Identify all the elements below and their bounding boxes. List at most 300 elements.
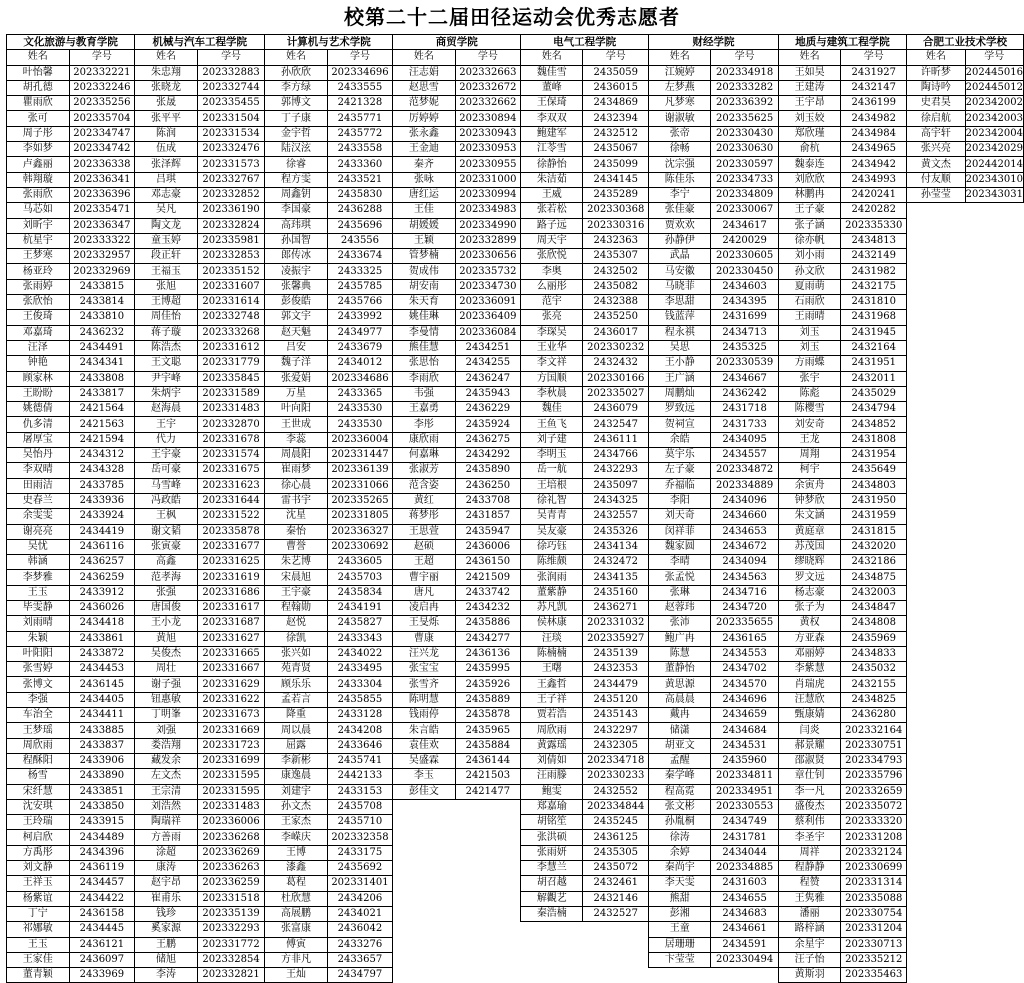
name-column-header: 姓名: [265, 50, 327, 65]
student-id: 202334742: [69, 142, 135, 157]
volunteer-name: 王家佳: [7, 952, 70, 967]
student-id: 2433304: [327, 677, 393, 692]
student-id: 2436111: [583, 432, 649, 447]
volunteer-name: 张兴如: [265, 646, 327, 661]
student-id: 2434661: [711, 922, 779, 937]
volunteer-name: 何嘉琳: [393, 448, 455, 463]
empty-cell: [907, 662, 1024, 677]
student-id: 2436116: [69, 539, 135, 554]
student-id: 202332659: [841, 784, 907, 799]
college-header: 电气工程学院: [521, 35, 649, 50]
student-id: 2432512: [583, 126, 649, 141]
table-row: [7, 891, 1024, 906]
volunteer-name: 马安徽: [649, 264, 711, 279]
volunteer-name: 刘雨晴: [7, 616, 70, 631]
student-id: 202335981: [197, 233, 265, 248]
student-id: 2431959: [841, 509, 907, 524]
student-id: 2433530: [327, 402, 393, 417]
volunteer-name: 王旻烁: [393, 616, 455, 631]
student-id: 2421477: [455, 784, 521, 799]
student-id: 202336392: [711, 96, 779, 111]
volunteer-name: 凡梦寒: [649, 96, 711, 111]
empty-cell: [907, 340, 1024, 355]
volunteer-name: 胡铭笙: [521, 815, 583, 830]
volunteer-name: 张永鑫: [393, 126, 455, 141]
student-id: 2434570: [711, 677, 779, 692]
student-id: 2433890: [69, 769, 135, 784]
student-id: 2436017: [583, 325, 649, 340]
table-row: [7, 325, 1024, 340]
volunteer-name: 王业华: [521, 340, 583, 355]
student-id: 202330450: [711, 264, 779, 279]
empty-cell: [649, 968, 779, 983]
volunteer-name: 周壮: [135, 662, 198, 677]
volunteer-name: 王宇豪: [265, 585, 327, 600]
volunteer-name: 李玉: [393, 769, 455, 784]
student-id: 202336091: [455, 295, 521, 310]
student-id: 2434982: [841, 111, 907, 126]
empty-cell: [907, 708, 1024, 723]
student-id: 202334730: [455, 279, 521, 294]
volunteer-name: 张润雨: [521, 570, 583, 585]
student-id: 2436042: [327, 922, 393, 937]
empty-cell: [907, 493, 1024, 508]
student-id: 2436165: [711, 631, 779, 646]
table-row: [7, 769, 1024, 784]
table-row: [7, 448, 1024, 463]
student-id: 2436125: [583, 830, 649, 845]
student-id: 202330699: [841, 861, 907, 876]
volunteer-name: 黄思源: [649, 677, 711, 692]
id-column-header: 学号: [841, 50, 907, 65]
student-id: 202332821: [197, 968, 265, 983]
student-id: 202333268: [197, 325, 265, 340]
empty-cell: [393, 845, 521, 860]
student-id: 2435710: [327, 815, 393, 830]
student-id: 2435649: [841, 463, 907, 478]
student-id: 2434591: [711, 937, 779, 952]
table-row: [7, 126, 1024, 141]
student-id: 2433153: [327, 784, 393, 799]
student-id: 2434702: [711, 662, 779, 677]
volunteer-name: 刘文静: [7, 861, 70, 876]
volunteer-name: 冯政皓: [135, 493, 198, 508]
volunteer-name: 邓嘉琦: [7, 325, 70, 340]
volunteer-name: 叶向阳: [265, 402, 327, 417]
student-id: 2432020: [841, 539, 907, 554]
table-row: [7, 509, 1024, 524]
volunteer-name: 李文祥: [521, 356, 583, 371]
volunteer-name: 邓志豪: [135, 187, 198, 202]
volunteer-name: 余皓: [649, 432, 711, 447]
name-column-header: 姓名: [393, 50, 455, 65]
volunteer-name: 柯宇: [778, 463, 841, 478]
volunteer-name: 汪子怡: [778, 952, 841, 967]
student-id: 202331622: [197, 692, 265, 707]
table-row: [7, 784, 1024, 799]
volunteer-name: 唐国俊: [135, 600, 198, 615]
student-id: 2435960: [711, 753, 779, 768]
student-id: 202332883: [197, 65, 265, 80]
name-column-header: 姓名: [521, 50, 583, 65]
table-row: [7, 876, 1024, 891]
student-id: 2434803: [841, 478, 907, 493]
empty-cell: [393, 861, 521, 876]
volunteer-name: 赵海晨: [135, 402, 198, 417]
volunteer-name: 程酥阳: [7, 753, 70, 768]
table-row: [7, 80, 1024, 95]
volunteer-name: 张帝: [649, 126, 711, 141]
volunteer-name: 李思甜: [649, 295, 711, 310]
volunteer-name: 叶阳阳: [7, 646, 70, 661]
student-id: 202332221: [69, 65, 135, 80]
table-row: [7, 937, 1024, 952]
volunteer-name: 吴忧: [7, 539, 70, 554]
student-id: 2434617: [711, 218, 779, 233]
volunteer-name: 王宇昂: [778, 96, 841, 111]
table-row: [7, 677, 1024, 692]
volunteer-name: 刘小雨: [778, 249, 841, 264]
student-id: 2433657: [327, 952, 393, 967]
college-header-row: [7, 35, 1024, 50]
empty-cell: [907, 738, 1024, 753]
student-id: 2435965: [455, 723, 521, 738]
student-id: 2433912: [69, 585, 135, 600]
volunteer-name: 刘倩如: [521, 753, 583, 768]
student-id: 2434797: [327, 968, 393, 983]
student-id: 2434134: [583, 539, 649, 554]
volunteer-name: 张欣悦: [521, 249, 583, 264]
student-id: 202335265: [327, 493, 393, 508]
id-column-header: 学号: [455, 50, 521, 65]
volunteer-name: 屈露: [265, 738, 327, 753]
table-row: [7, 539, 1024, 554]
volunteer-name: 邵淑贤: [778, 753, 841, 768]
student-id: 2433365: [327, 386, 393, 401]
student-id: 2435771: [327, 111, 393, 126]
volunteer-name: 李强: [7, 692, 70, 707]
volunteer-name: 吴青青: [521, 509, 583, 524]
empty-cell: [907, 845, 1024, 860]
volunteer-name: 张雨婷: [7, 279, 70, 294]
student-id: 2433175: [327, 845, 393, 860]
volunteer-name: 贺祠宣: [649, 417, 711, 432]
volunteer-name: 王世成: [265, 417, 327, 432]
volunteer-name: 高展鹏: [265, 906, 327, 921]
student-id: 2436079: [583, 402, 649, 417]
student-id: 2434341: [69, 356, 135, 371]
table-row: [7, 555, 1024, 570]
empty-cell: [907, 448, 1024, 463]
student-id: 2435943: [455, 386, 521, 401]
volunteer-name: 王龙: [778, 432, 841, 447]
volunteer-name: 解觀艺: [521, 891, 583, 906]
volunteer-name: 王家杰: [265, 815, 327, 830]
volunteer-name: 徐心晨: [265, 478, 327, 493]
student-id: 2432388: [583, 295, 649, 310]
volunteer-name: 余寅舟: [778, 478, 841, 493]
student-id: 2432155: [841, 677, 907, 692]
student-id: 202332164: [841, 723, 907, 738]
volunteer-name: 王颖: [393, 233, 455, 248]
empty-cell: [393, 937, 521, 952]
student-id: 202331625: [197, 555, 265, 570]
student-id: 2434095: [711, 432, 779, 447]
table-row: [7, 646, 1024, 661]
volunteer-name: 鲍建军: [521, 126, 583, 141]
student-id: 2431781: [711, 830, 779, 845]
student-id: 202331805: [327, 509, 393, 524]
volunteer-name: 徐巧钰: [521, 539, 583, 554]
student-id: 2434869: [583, 96, 649, 111]
volunteer-name: 陈慧: [649, 646, 711, 661]
empty-cell: [907, 233, 1024, 248]
volunteer-name: 王祥玉: [7, 876, 70, 891]
volunteer-name: 谢淑敏: [649, 111, 711, 126]
student-id: 2434453: [69, 662, 135, 677]
volunteer-name: 李明玉: [521, 448, 583, 463]
student-id: 2435082: [583, 279, 649, 294]
student-id: 2432547: [583, 417, 649, 432]
student-id: 2436242: [711, 386, 779, 401]
volunteer-name: 胡安南: [393, 279, 455, 294]
volunteer-name: 王佳: [393, 203, 455, 218]
student-id: 2436229: [455, 402, 521, 417]
volunteer-name: 李秋晨: [521, 386, 583, 401]
student-id: 2421328: [327, 96, 393, 111]
student-id: 202331607: [197, 279, 265, 294]
student-id: 202331204: [841, 922, 907, 937]
student-id: 2434833: [841, 646, 907, 661]
volunteer-name: 张咏: [393, 172, 455, 187]
volunteer-name: 毕雯静: [7, 600, 70, 615]
student-id: 2436119: [69, 861, 135, 876]
student-id: 2434145: [583, 172, 649, 187]
student-id: 2436121: [69, 937, 135, 952]
volunteer-name: 马晓菲: [649, 279, 711, 294]
volunteer-name: 李慧兰: [521, 861, 583, 876]
volunteer-name: 闫炎: [778, 723, 841, 738]
student-id: 2433360: [327, 157, 393, 172]
student-id: 2432472: [583, 555, 649, 570]
volunteer-name: 吕琪: [135, 172, 198, 187]
volunteer-name: 雷书宇: [265, 493, 327, 508]
volunteer-name: 钮惠敏: [135, 692, 198, 707]
student-id: 202330233: [583, 769, 649, 784]
student-id: 2434672: [711, 539, 779, 554]
empty-cell: [521, 937, 649, 952]
volunteer-name: 刘昕宇: [7, 218, 70, 233]
empty-cell: [907, 723, 1024, 738]
student-id: 2435059: [583, 65, 649, 80]
volunteer-name: 钱珍: [135, 906, 198, 921]
student-id: 202331314: [841, 876, 907, 891]
volunteer-name: 董紫静: [521, 585, 583, 600]
volunteer-name: 李紫慧: [778, 662, 841, 677]
student-id: 202331447: [327, 448, 393, 463]
student-id: 202330953: [455, 142, 521, 157]
student-id: 202331667: [197, 662, 265, 677]
student-id: 202334793: [841, 753, 907, 768]
student-id: 2436275: [455, 432, 521, 447]
student-id: 202331699: [197, 753, 265, 768]
volunteer-name: 徐涛: [649, 830, 711, 845]
student-id: 2435289: [583, 187, 649, 202]
volunteer-name: 张晟: [135, 96, 198, 111]
empty-cell: [907, 646, 1024, 661]
college-header: 计算机与艺术学院: [265, 35, 393, 50]
student-id: 202331066: [327, 478, 393, 493]
student-id: 2434875: [841, 570, 907, 585]
table-row: [7, 172, 1024, 187]
table-row: [7, 371, 1024, 386]
volunteer-name: 王童: [649, 922, 711, 937]
volunteer-name: 许昕梦: [907, 65, 966, 80]
student-id: 2432552: [583, 784, 649, 799]
student-id: 2433850: [69, 799, 135, 814]
student-id: 2436097: [69, 952, 135, 967]
empty-cell: [907, 356, 1024, 371]
student-id: 2434191: [327, 600, 393, 615]
volunteer-name: 屠厚宝: [7, 432, 70, 447]
student-id: 2436250: [455, 478, 521, 493]
student-id: 2434491: [69, 340, 135, 355]
student-id: 2434277: [455, 631, 521, 646]
college-header: 财经学院: [649, 35, 779, 50]
student-id: 2421503: [455, 769, 521, 784]
student-id: 202332853: [197, 249, 265, 264]
student-id: 202331623: [197, 478, 265, 493]
student-id: 2435924: [455, 417, 521, 432]
student-id: 202330894: [455, 111, 521, 126]
volunteer-name: 卢鑫丽: [7, 157, 70, 172]
volunteer-name: 李双晴: [7, 463, 70, 478]
student-id: 202331522: [197, 509, 265, 524]
volunteer-name: 林鹏冉: [778, 187, 841, 202]
volunteer-name: 高宇轩: [907, 126, 966, 141]
student-id: 202331595: [197, 769, 265, 784]
student-id: 202343010: [965, 172, 1023, 187]
volunteer-name: 张泽辉: [135, 157, 198, 172]
volunteer-name: 孙静伊: [649, 233, 711, 248]
student-id: 2433343: [327, 631, 393, 646]
student-id: 2436259: [69, 570, 135, 585]
volunteer-name: 徐畅: [649, 142, 711, 157]
student-id: 2434984: [841, 126, 907, 141]
empty-cell: [907, 310, 1024, 325]
volunteer-name: 段正轩: [135, 249, 198, 264]
student-id: 202336396: [69, 187, 135, 202]
volunteer-name: 黄权: [778, 616, 841, 631]
student-id: 2434422: [69, 891, 135, 906]
volunteer-name: 唐红运: [393, 187, 455, 202]
volunteer-name: 杨志豪: [778, 585, 841, 600]
volunteer-name: 奚家源: [135, 922, 198, 937]
volunteer-name: 张晓龙: [135, 80, 198, 95]
empty-cell: [907, 218, 1024, 233]
student-id: 2436271: [583, 600, 649, 615]
volunteer-name: 王建涛: [778, 80, 841, 95]
volunteer-name: 车治全: [7, 708, 70, 723]
volunteer-name: 傅寅: [265, 937, 327, 952]
volunteer-name: 王嘉勇: [393, 402, 455, 417]
volunteer-name: 朱天育: [393, 295, 455, 310]
volunteer-name: 莫宇乐: [649, 448, 711, 463]
volunteer-name: 马雪峰: [135, 478, 198, 493]
volunteer-name: 王宇豪: [135, 448, 198, 463]
student-id: 2435834: [327, 585, 393, 600]
student-id: 202331677: [197, 539, 265, 554]
name-column-header: 姓名: [135, 50, 198, 65]
volunteer-name: 王玉: [7, 937, 70, 952]
table-row: [7, 753, 1024, 768]
volunteer-name: 张文彬: [649, 799, 711, 814]
volunteer-name: 熊甜: [649, 891, 711, 906]
student-id: 202331673: [197, 708, 265, 723]
volunteer-name: 盛俊杰: [778, 799, 841, 814]
student-id: 2433924: [69, 509, 135, 524]
student-id: 2432146: [583, 891, 649, 906]
volunteer-name: 秦怡: [265, 524, 327, 539]
volunteer-name: 沈星: [265, 509, 327, 524]
volunteer-name: 李晴: [649, 555, 711, 570]
student-id: 202330994: [455, 187, 521, 202]
student-id: 202331518: [197, 891, 265, 906]
student-id: 202445016: [965, 65, 1023, 80]
student-id: 2433992: [327, 310, 393, 325]
volunteer-name: 王小龙: [135, 616, 198, 631]
volunteer-name: 周祥: [778, 845, 841, 860]
table-row: [7, 845, 1024, 860]
volunteer-name: 张欣怡: [7, 295, 70, 310]
volunteer-name: 丁宁: [7, 906, 70, 921]
empty-cell: [521, 952, 649, 967]
volunteer-name: 鲍雯: [521, 784, 583, 799]
volunteer-name: 蒋子璇: [135, 325, 198, 340]
student-id: 202336347: [69, 218, 135, 233]
volunteer-name: 岳一航: [521, 463, 583, 478]
volunteer-name: 徐礼智: [521, 493, 583, 508]
volunteer-name: 顾乐乐: [265, 677, 327, 692]
student-id: 2434653: [711, 524, 779, 539]
volunteer-name: 张若松: [521, 203, 583, 218]
volunteer-name: 张琳: [649, 585, 711, 600]
student-id: 2436247: [455, 371, 521, 386]
volunteer-name: 郭文宇: [265, 310, 327, 325]
table-row: [7, 799, 1024, 814]
volunteer-name: 贾若浩: [521, 708, 583, 723]
volunteer-name: 汪琰: [521, 631, 583, 646]
student-id: 2421509: [455, 570, 521, 585]
volunteer-name: 张兴亮: [907, 142, 966, 157]
volunteer-name: 代力: [135, 432, 198, 447]
student-id: 202445012: [965, 80, 1023, 95]
student-id: 2433128: [327, 708, 393, 723]
name-column-header: 姓名: [649, 50, 711, 65]
volunteer-name: 周晨阳: [265, 448, 327, 463]
student-id: 2433808: [69, 371, 135, 386]
volunteer-name: 蔡利伟: [778, 815, 841, 830]
student-id: 2435830: [327, 187, 393, 202]
student-id: 2434328: [69, 463, 135, 478]
student-id: 202331573: [197, 157, 265, 172]
volunteer-name: 徐凯: [265, 631, 327, 646]
volunteer-name: 杨紫谊: [7, 891, 70, 906]
student-id: 2433915: [69, 815, 135, 830]
volunteer-name: 高晨晨: [649, 692, 711, 707]
student-id: 2432502: [583, 264, 649, 279]
student-id: 202336269: [197, 845, 265, 860]
